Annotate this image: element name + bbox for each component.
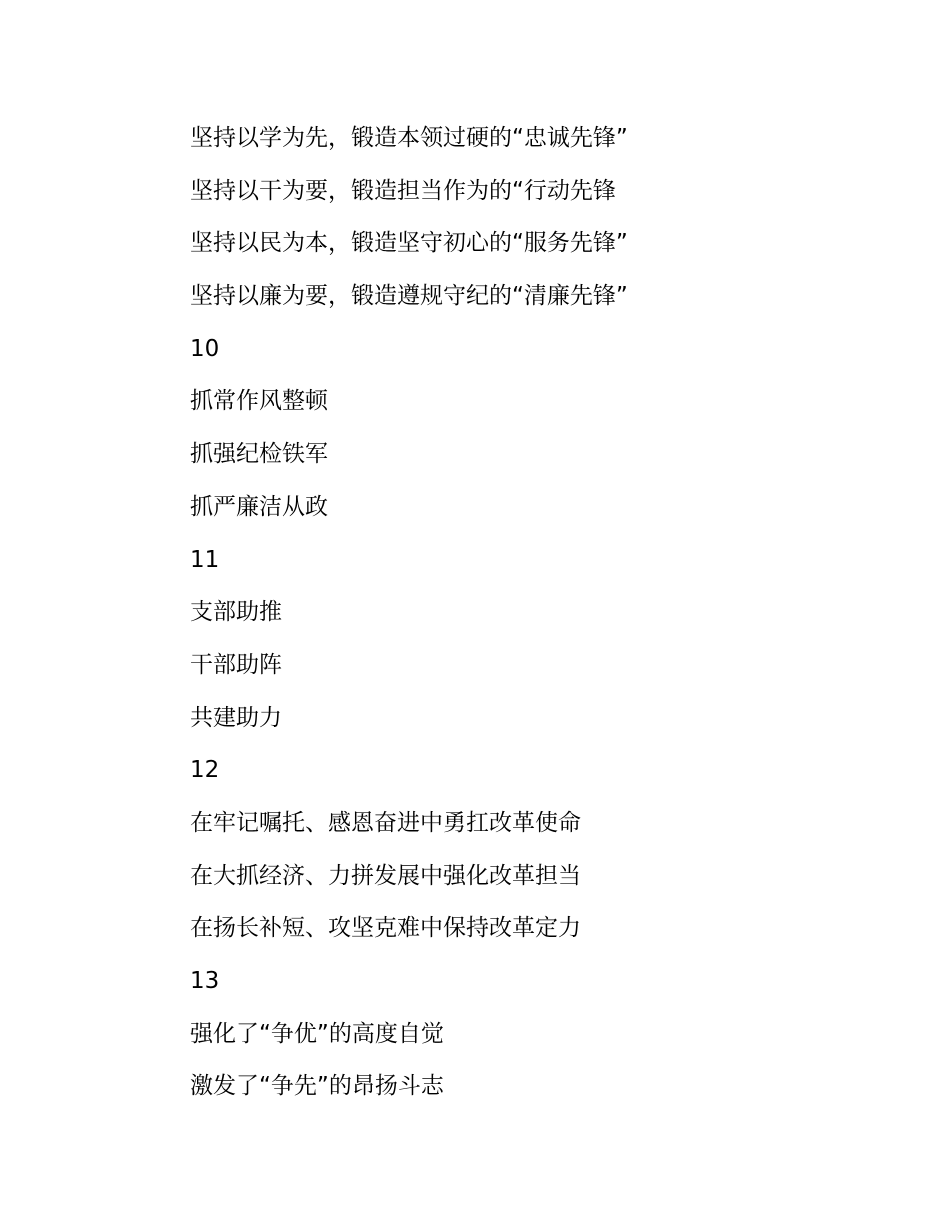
section-number: 10 [190, 335, 220, 362]
section-number: 11 [190, 546, 220, 573]
text-line: 干部助阵 [190, 651, 282, 678]
text-line: 坚持以学为先，锻造本领过硬的“忠诚先锋” [190, 125, 628, 151]
text-line: 强化了“争优”的高度自觉 [190, 1020, 444, 1047]
text-line: 支部助推 [190, 599, 282, 626]
section-number: 12 [190, 757, 220, 784]
text-line: 坚持以民为本，锻造坚守初心的“服务先锋” [190, 230, 628, 257]
text-line: 坚持以干为要，锻造担当作为的“行动先锋 [190, 177, 616, 204]
text-line: 在扬长补短、攻坚克难中保持改革定力 [190, 915, 581, 942]
text-line: 抓常作风整顿 [190, 388, 328, 415]
text-line: 抓严廉洁从政 [190, 493, 328, 520]
text-line: 坚持以廉为要，锻造遵规守纪的“清廉先锋” [190, 283, 628, 310]
text-line: 共建助力 [190, 704, 282, 731]
text-line: 在牢记嘱托、感恩奋进中勇扛改革使命 [190, 809, 581, 836]
text-line: 激发了“争先”的昂扬斗志 [190, 1073, 444, 1100]
text-line: 抓强纪检铁军 [190, 441, 328, 468]
section-number: 13 [190, 968, 220, 994]
document-body [190, 112, 910, 1113]
text-line: 在大抓经济、力拼发展中强化改革担当 [190, 862, 581, 889]
